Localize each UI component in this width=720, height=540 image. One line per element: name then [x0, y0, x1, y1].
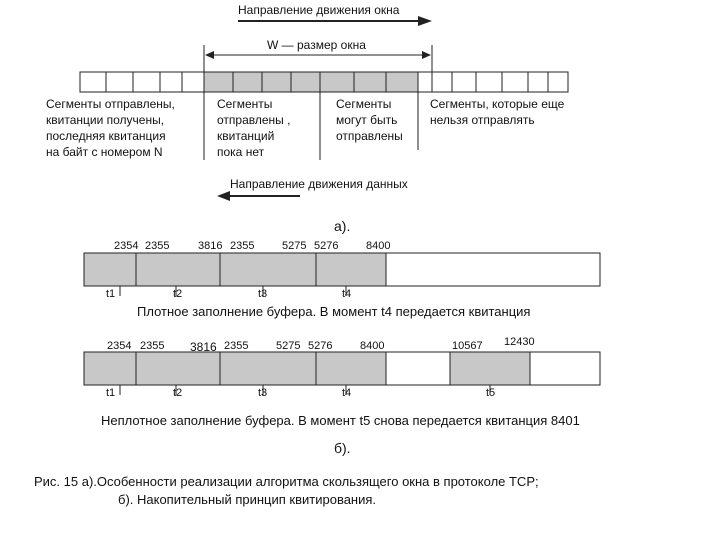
buffer2-number: 3816 — [190, 340, 217, 354]
buffer2-number: 10567 — [452, 340, 483, 352]
buffer1-caption: Плотное заполнение буфера. В момент t4 передается квитанция — [137, 304, 531, 319]
buffer2-number: 2355 — [140, 340, 165, 352]
part-a-caption: а). — [334, 218, 351, 234]
buffer1-time: t2 — [173, 288, 183, 300]
region-can-send: Сегменты могут быть отправлены — [336, 97, 403, 143]
buffer2-number: 5276 — [308, 340, 333, 352]
buffer1-number: 5275 — [282, 240, 307, 252]
figure-caption-line2: б). Накопительный принцип квитирования. — [118, 492, 377, 507]
window-direction-arrow — [238, 16, 432, 26]
buffer2-time: t3 — [258, 387, 268, 399]
buffer1-segment-4 — [316, 253, 386, 286]
buffer2-segment-3 — [220, 352, 316, 385]
buffer2-time: t2 — [173, 387, 183, 399]
buffer1-number: 2355 — [230, 240, 255, 252]
window-cell — [291, 72, 320, 92]
buffer2-caption: Неплотное заполнение буфера. В момент t5 снова передается квитанция 8401 — [101, 413, 580, 428]
window-cell — [386, 72, 418, 92]
region-cannot-send: Сегменты, которые еще нельзя отправлять — [430, 97, 565, 127]
buffer1-number: 2355 — [145, 240, 170, 252]
buffer1-time: t1 — [106, 288, 116, 300]
region-acknowledged: Сегменты отправлены, квитанции получены, последняя квитанция на байт с номером N — [46, 97, 175, 159]
buffer1-time: t3 — [258, 288, 268, 300]
data-direction-label: Направление движения данных — [230, 177, 408, 191]
data-direction-arrow — [217, 191, 300, 201]
window-cell — [233, 72, 262, 92]
buffer2-time: t1 — [106, 387, 116, 399]
figure-caption-line1: Рис. 15 а).Особенности реализации алгоритма скользящего окна в протоколе TCP; — [34, 474, 539, 489]
part-b-caption: б). — [334, 440, 351, 456]
buffer2-segment-2 — [136, 352, 220, 385]
buffer1-number: 8400 — [366, 240, 391, 252]
buffer2-segment-1 — [84, 352, 136, 385]
segment-strip — [80, 72, 568, 92]
window-direction-label: Направление движения окна — [238, 3, 400, 17]
buffer2-number: 2354 — [107, 340, 132, 352]
buffer1-number: 3816 — [198, 240, 223, 252]
buffer2-number: 8400 — [360, 340, 385, 352]
buffer1-number: 5276 — [314, 240, 339, 252]
window-cell — [354, 72, 386, 92]
buffer2-time: t5 — [486, 387, 496, 399]
buffer1-segment-3 — [220, 253, 316, 286]
buffer2-number: 2355 — [224, 340, 249, 352]
buffer1-segment-2 — [136, 253, 220, 286]
buffer2-number: 12430 — [504, 336, 535, 348]
buffer2-time: t4 — [342, 387, 352, 399]
region-sent-unacked: Сегменты отправлены , квитанций пока нет — [217, 97, 291, 159]
buffer2-segment-4 — [316, 352, 386, 385]
buffer2-number: 5275 — [276, 340, 301, 352]
window-cell — [320, 72, 354, 92]
buffer2-segment-5 — [450, 352, 530, 385]
window-size-label: W — размер окна — [267, 38, 366, 52]
window-cell — [262, 72, 291, 92]
window-cell — [204, 72, 233, 92]
buffer1-number: 2354 — [114, 240, 139, 252]
buffer1-segment-1 — [84, 253, 136, 286]
buffer1-time: t4 — [342, 288, 352, 300]
